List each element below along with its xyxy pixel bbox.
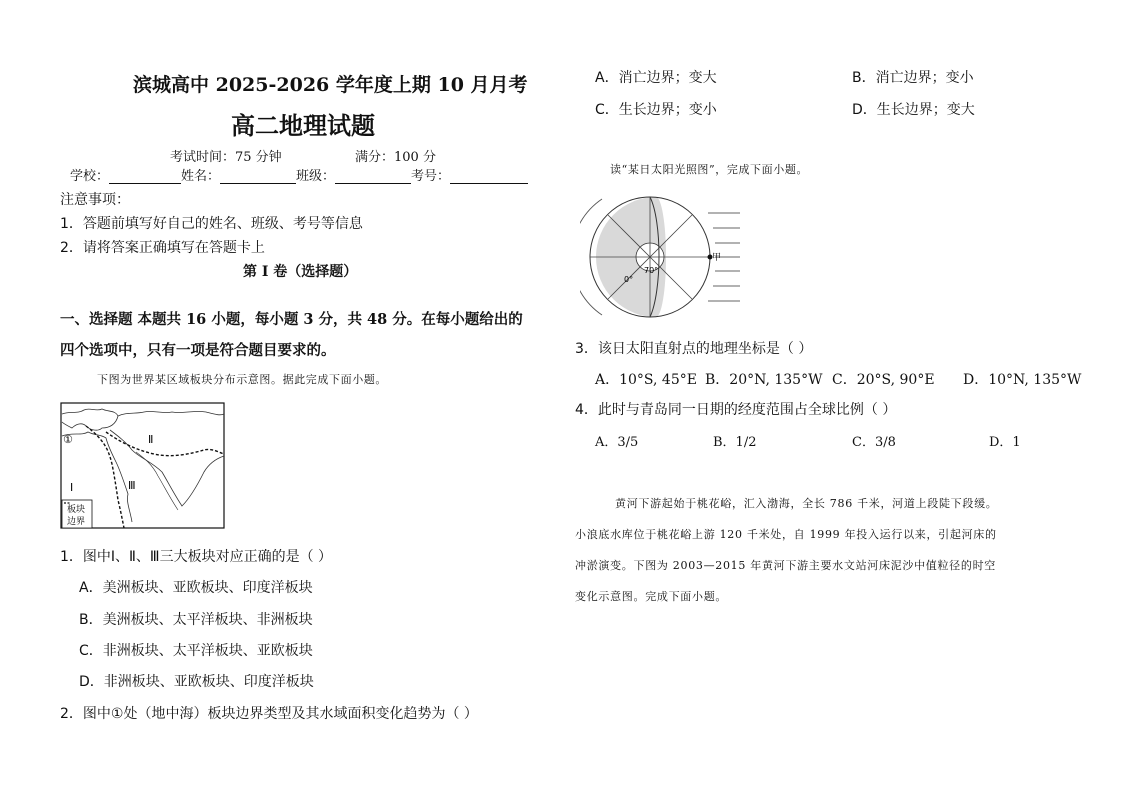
passage3-line: 黄河下游起始于桃花峪，汇入渤海，全长 786 千米，河道上段陡下段缓。 — [615, 497, 998, 510]
sunlight-diagram — [580, 191, 745, 321]
q1-option-b[interactable]: B．美洲板块、太平洋板块、非洲板块 — [79, 612, 313, 628]
legend-text: 板块 — [67, 505, 86, 515]
exam-title: 滨城高中 2025-2026 学年度上期 10 月月考 — [133, 74, 528, 96]
passage2: 读“某日太阳光照图”，完成下面小题。 — [610, 163, 809, 176]
label-70: 70° — [644, 266, 659, 275]
label-jia: 甲 — [712, 253, 722, 263]
q4-stem: 4．此时与青岛同一日期的经度范围占全球比例（ ） — [575, 402, 897, 418]
q2-option-d[interactable]: D．生长边界；变大 — [852, 102, 975, 118]
class-field[interactable] — [335, 169, 411, 184]
name-field[interactable] — [220, 169, 296, 184]
legend-text: 边界 — [67, 517, 86, 527]
q1-stem: 1．图中Ⅰ、Ⅱ、Ⅲ三大板块对应正确的是（ ） — [60, 549, 333, 565]
note-item: 2．请将答案正确填写在答题卡上 — [60, 240, 265, 256]
q4-option-c[interactable]: C．3/8 — [852, 435, 896, 450]
map-label-plate-2: Ⅱ — [148, 433, 154, 446]
q4-option-a[interactable]: A．3/5 — [595, 435, 639, 450]
q2-stem: 2．图中①处（地中海）板块边界类型及其水域面积变化趋势为（ ） — [60, 706, 478, 722]
q4-option-b[interactable]: B．1/2 — [713, 435, 757, 450]
map-label-plate-3: Ⅲ — [128, 479, 136, 492]
q1-option-a[interactable]: A．美洲板块、亚欧板块、印度洋板块 — [79, 580, 313, 596]
school-field[interactable] — [109, 169, 181, 184]
q3-option-b[interactable]: B．20°N, 135°W — [705, 372, 823, 388]
q2-option-c[interactable]: C．生长边界；变小 — [595, 102, 717, 118]
q3-option-d[interactable]: D．10°N, 135°W — [963, 372, 1082, 388]
part1-title: 第 I 卷（选择题） — [243, 264, 358, 280]
exam-time: 考试时间：75 分钟 — [170, 150, 282, 165]
section-instruction: 四个选项中，只有一项是符合题目要求的。 — [60, 342, 336, 359]
passage1: 下图为世界某区域板块分布示意图。据此完成下面小题。 — [97, 373, 387, 386]
school-label: 学校： — [70, 169, 110, 184]
class-label: 班级： — [296, 169, 336, 184]
map-label-1: ① — [63, 433, 73, 446]
plate-map — [60, 402, 226, 530]
passage3-line: 小浪底水库位于桃花峪上游 120 千米处，自 1999 年投入运行以来，引起河床的 — [575, 528, 997, 541]
q3-stem: 3．该日太阳直射点的地理坐标是（ ） — [575, 341, 813, 357]
q3-option-c[interactable]: C．20°S, 90°E — [832, 372, 935, 388]
info-fields — [70, 165, 528, 184]
q1-option-c[interactable]: C．非洲板块、太平洋板块、亚欧板块 — [79, 643, 313, 659]
section-instruction: 一、选择题 本题共 16 小题，每小题 3 分，共 48 分。在每小题给出的 — [60, 311, 523, 328]
passage3-line: 冲淤演变。下图为 2003—2015 年黄河下游主要水文站河床泥沙中值粒径的时空 — [575, 559, 996, 572]
note-item: 1．答题前填写好自己的姓名、班级、考号等信息 — [60, 216, 363, 232]
q1-option-d[interactable]: D．非洲板块、亚欧板块、印度洋板块 — [79, 674, 314, 690]
name-label: 姓名： — [181, 169, 221, 184]
passage3-line: 变化示意图。完成下面小题。 — [575, 590, 728, 603]
q2-option-a[interactable]: A．消亡边界；变大 — [595, 70, 717, 86]
map-label-plate-1: Ⅰ — [70, 481, 74, 494]
q3-option-a[interactable]: A．10°S, 45°E — [595, 372, 697, 388]
q2-option-b[interactable]: B．消亡边界；变小 — [852, 70, 974, 86]
subject-title: 高二地理试题 — [231, 111, 375, 140]
exam-number-label: 考号： — [411, 169, 451, 184]
q4-option-d[interactable]: D．1 — [989, 435, 1021, 450]
full-score: 满分：100 分 — [355, 150, 436, 165]
label-0: 0° — [624, 275, 634, 284]
notes-heading: 注意事项： — [60, 192, 130, 208]
exam-number-field[interactable] — [450, 169, 528, 184]
